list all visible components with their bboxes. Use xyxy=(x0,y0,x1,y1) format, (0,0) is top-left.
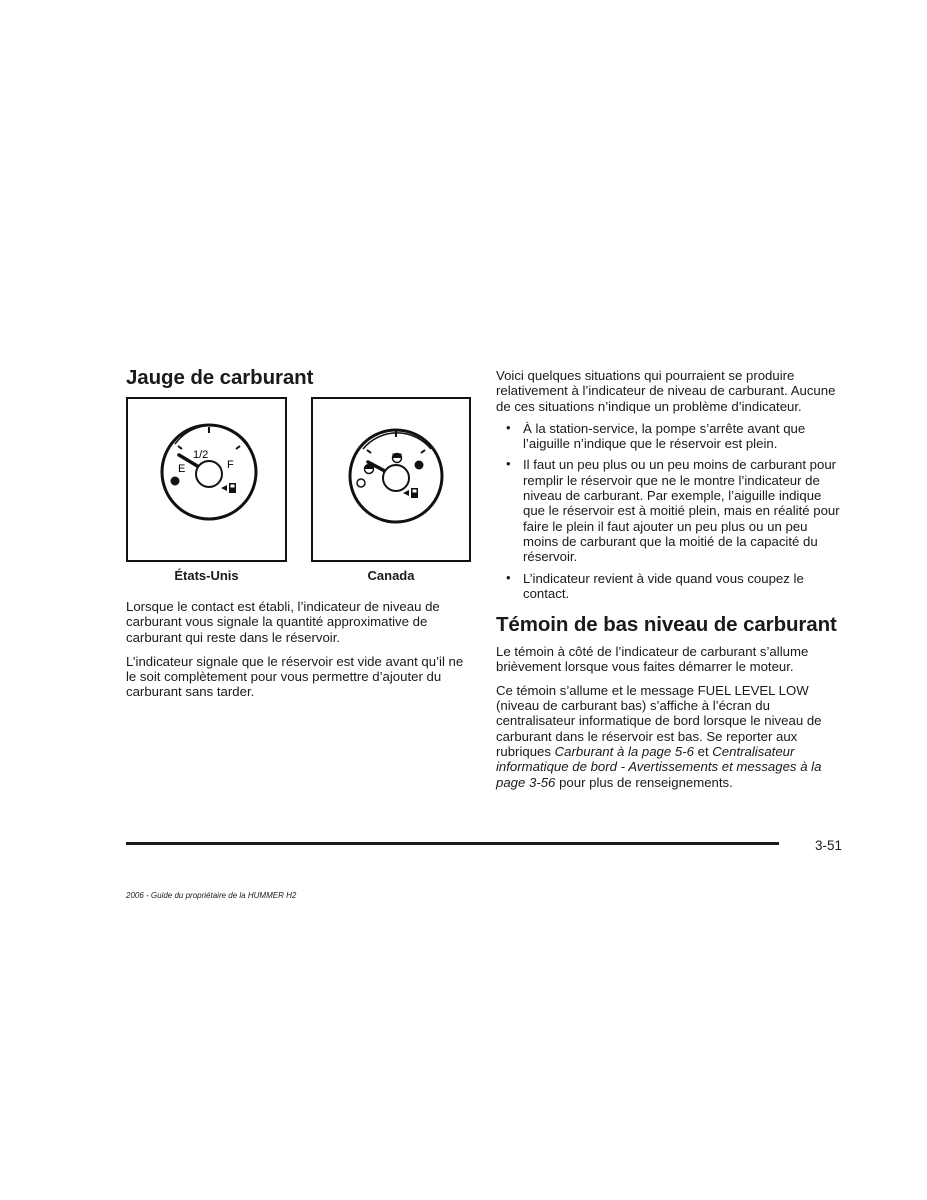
figure-caption-us: États-Unis xyxy=(174,568,239,583)
paragraph: L’indicateur signale que le réservoir est vide avant qu’il ne le soit complètement pour vous permettre d’ajouter du carburant sans tarder. xyxy=(126,653,464,700)
us-gauge-e-label: E xyxy=(178,463,186,475)
paragraph: Le témoin à côté de l’indicateur de carburant s’allume brièvement lorsque vous faites démarrer le moteur. xyxy=(496,644,809,675)
low-fuel-indicator-icon xyxy=(357,479,365,487)
footer-rule xyxy=(126,842,779,845)
list-item: • Il faut un peu plus ou un peu moins de carburant pour remplir le réservoir que ne le montre l’indicateur de niveau de carburant. Par exemple, l’aiguille indique que le réservoir est à moitié plein, mais en réalité pour faire le plein il faut ajouter un peu plus ou un peu moins de carburant que la moitié de la capacité du réservoir. xyxy=(506,456,840,565)
bullet-icon: • xyxy=(506,419,511,435)
cross-reference-link: Carburant à la page 5-6 xyxy=(554,743,694,759)
cross-reference-link: Centralisateur informatique de bord - Avertissements et messages à la page 3-56 xyxy=(496,743,822,790)
page-number: 3-51 xyxy=(815,838,843,853)
full-symbol-icon xyxy=(415,461,424,470)
us-gauge-f-label: F xyxy=(227,459,234,471)
intro-paragraph: Voici quelques situations qui pourraient se produire relativement à l’indicateur de niveau de carburant. Aucune de ces situations n’indique un problème d’indicateur. xyxy=(496,368,836,414)
section-heading-low-fuel-light: Témoin de bas niveau de carburant xyxy=(496,613,837,637)
us-fuel-gauge-illustration xyxy=(128,399,285,560)
canada-fuel-gauge-illustration xyxy=(313,399,469,560)
list-item: • À la station-service, la pompe s’arrête avant que l’aiguille n’indique que le réservoir est plein. xyxy=(506,419,806,452)
canada-fuel-gauge-figure xyxy=(311,397,471,562)
right-column xyxy=(496,368,841,790)
bullet-icon: • xyxy=(506,456,511,472)
figure-caption-canada: Canada xyxy=(367,568,415,583)
left-body-text xyxy=(126,599,466,700)
paragraph: Ce témoin s’allume et le message FUEL LEVEL LOW (niveau de carburant bas) s’affiche à l’écran du centralisateur informatique de bord lorsque le niveau de carburant dans le réservoir est bas. Se reporter aux rubriques Carburant à la page 5-6 et Centralisateur informatique de bord - Avertissements et messages à la page 3-56 pour plus de renseignements. xyxy=(496,682,822,790)
bullet-icon: • xyxy=(506,569,511,585)
us-fuel-gauge-figure xyxy=(126,397,287,562)
us-gauge-half-label: 1/2 xyxy=(193,449,209,461)
footer-text: 2006 - Guide du propriétaire de la HUMMER H2 xyxy=(126,891,297,900)
paragraph: Lorsque le contact est établi, l’indicateur de niveau de carburant vous signale la quantité approximative de carburant qui reste dans le réservoir. xyxy=(126,599,440,645)
low-fuel-indicator-icon xyxy=(171,477,180,486)
list-item: • L’indicateur revient à vide quand vous coupez le contact. xyxy=(506,569,804,601)
section-heading-fuel-gauge: Jauge de carburant xyxy=(126,366,314,389)
bullet-list xyxy=(496,421,841,601)
